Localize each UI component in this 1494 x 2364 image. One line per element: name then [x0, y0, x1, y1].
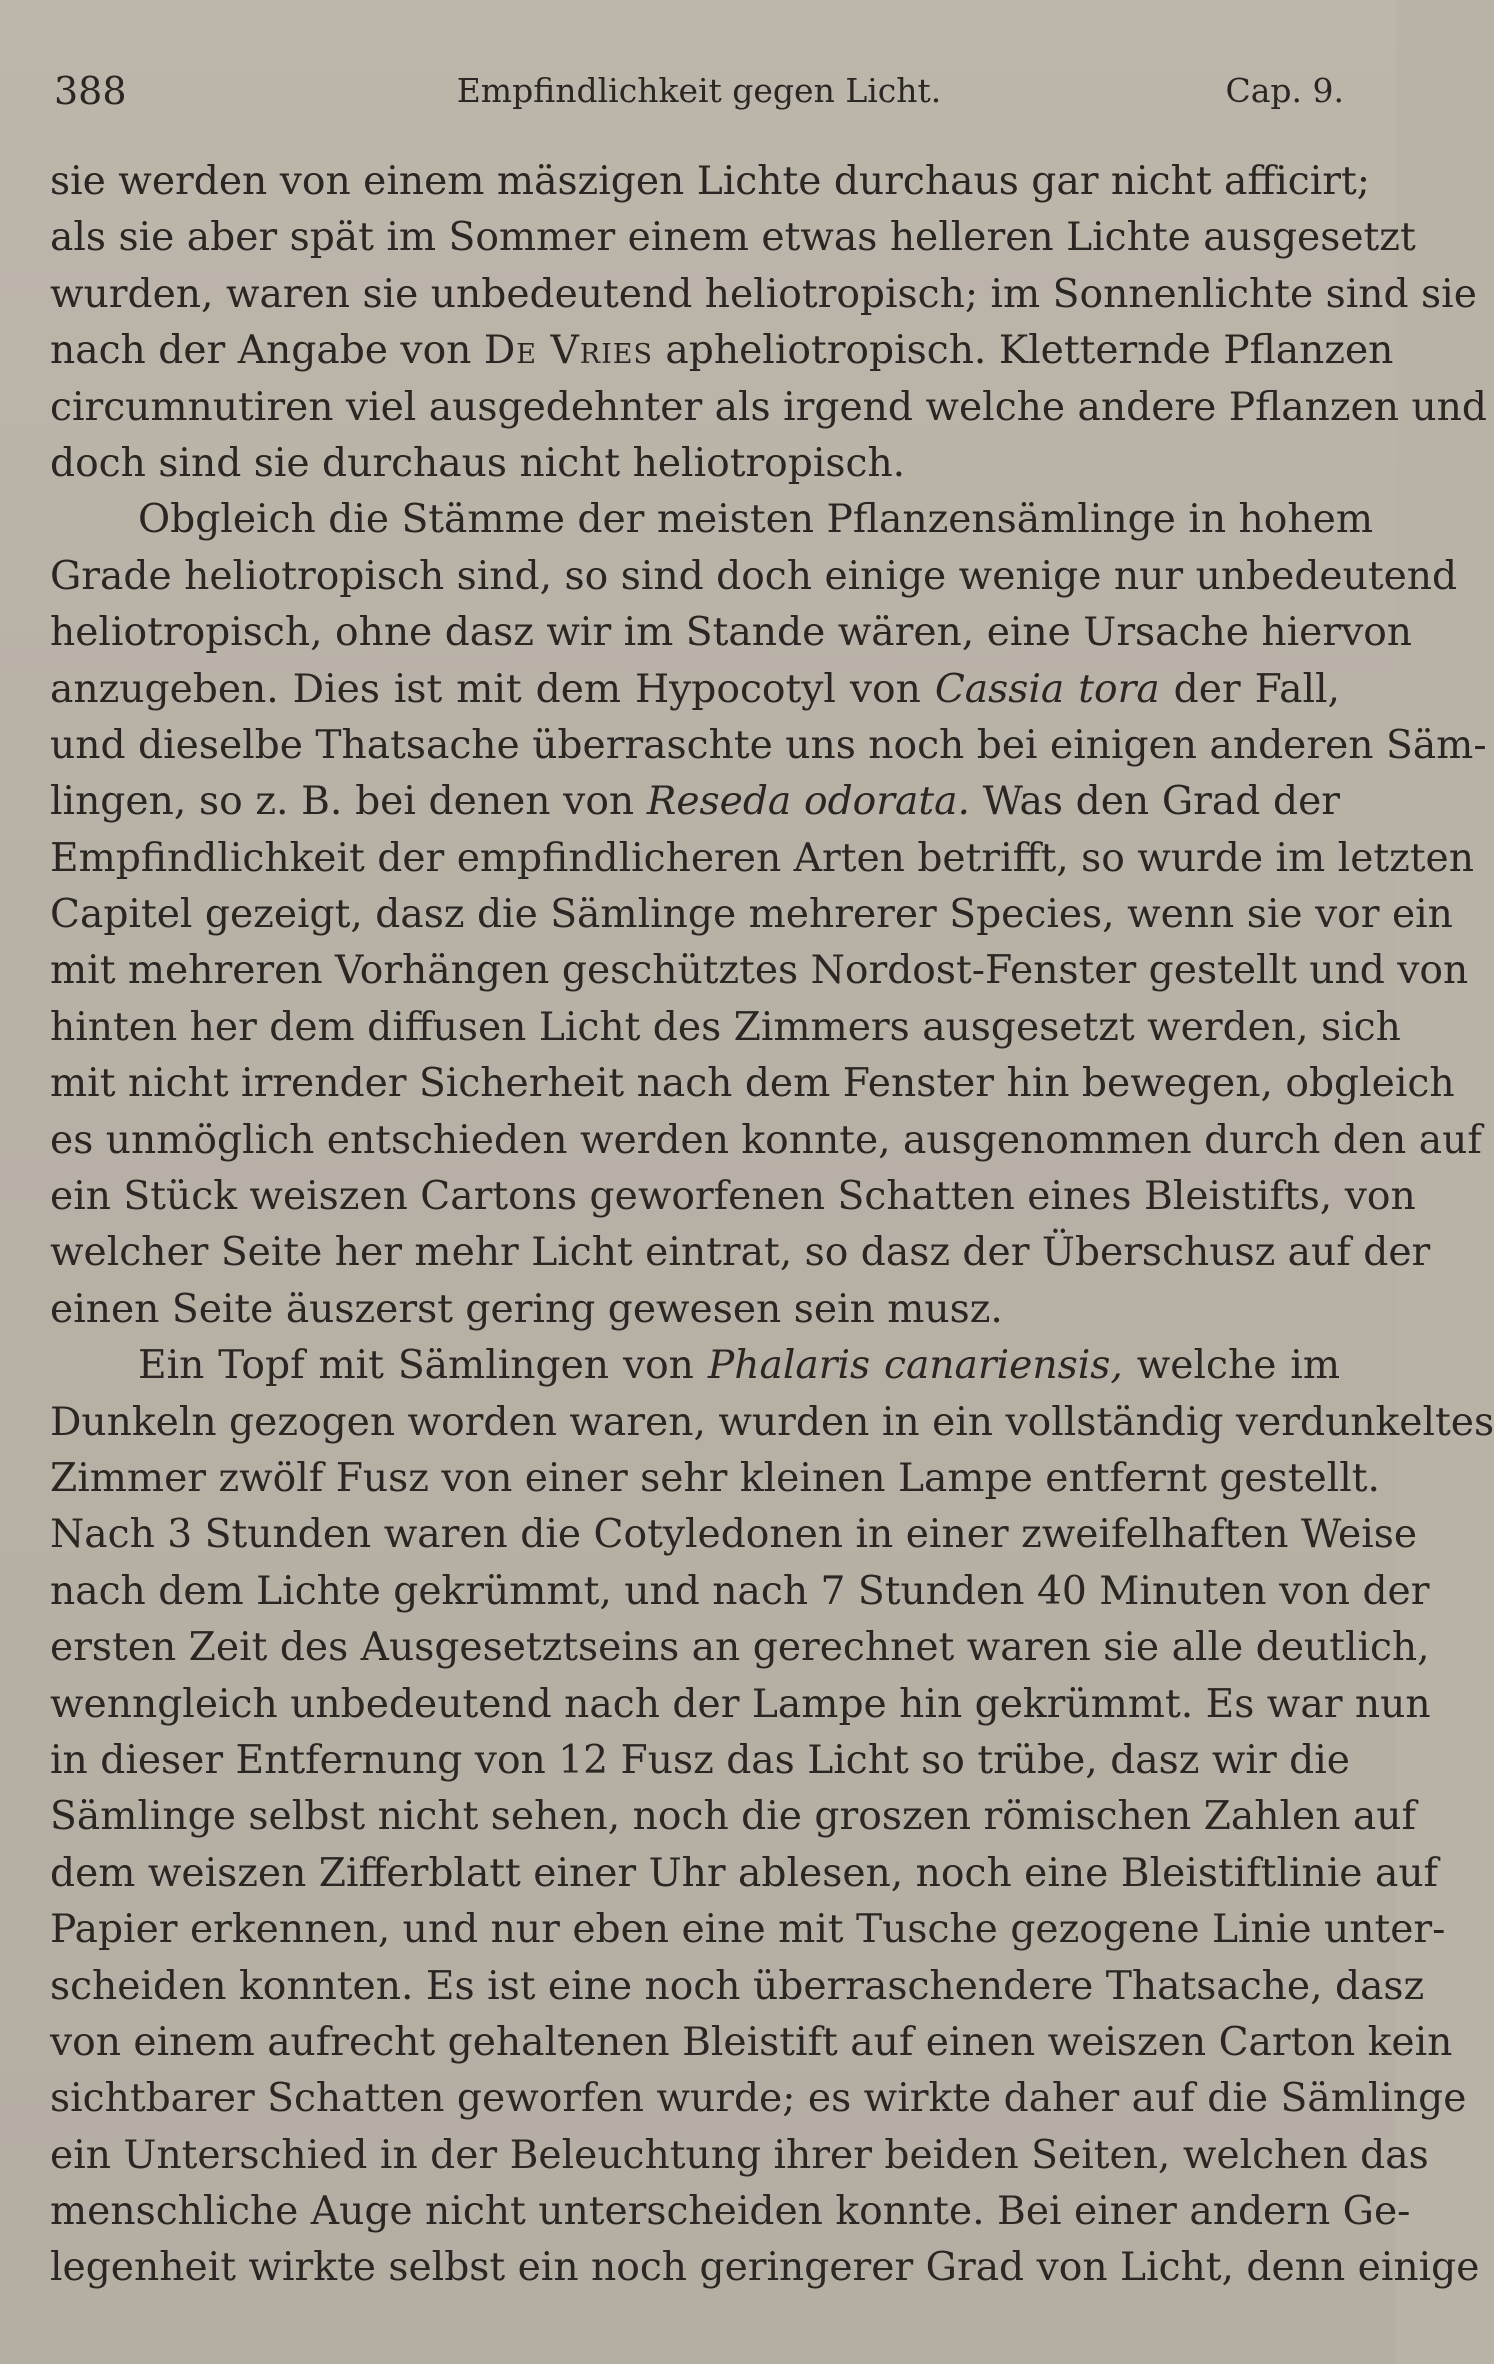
- text-line: [50, 1113, 1482, 1169]
- text-line: [50, 2015, 1453, 2071]
- text-line: [50, 1225, 1431, 1281]
- chapter-reference: Cap. 9.: [1225, 71, 1344, 110]
- text-run: Obgleich die Stämme der meisten Pflanzensämlinge in hohem: [138, 497, 1373, 543]
- text-line: [50, 831, 1474, 887]
- text-run: wurden, waren sie unbedeutend heliotropisch; im Sonnenlichte sind sie: [50, 271, 1477, 317]
- text-run: welche im: [1122, 1343, 1340, 1389]
- text-line: [50, 2184, 1411, 2240]
- text-run: nach der Angabe von: [50, 328, 484, 374]
- text-line: [50, 1507, 1418, 1563]
- text-run: von einem aufrecht gehaltenen Bleistift auf einen weiszen Carton kein: [50, 2019, 1453, 2065]
- text-run: Papier erkennen, und nur eben eine mit Tusche gezogene Linie unter-: [50, 1907, 1446, 1953]
- text-line: [50, 436, 1340, 492]
- text-run: Dunkeln gezogen worden waren, wurden in ein vollständig verdunkeltes: [50, 1399, 1494, 1445]
- paragraph: [50, 154, 1488, 492]
- text-run: Grade heliotropisch sind, so sind doch einige wenige nur unbedeutend: [50, 553, 1458, 599]
- body-text: [50, 154, 1494, 2297]
- text-run: mit nicht irrender Sicherheit nach dem Fenster hin bewegen, obgleich: [50, 1061, 1455, 1107]
- page-number: 388: [54, 69, 127, 113]
- text-line: [50, 323, 1394, 379]
- text-run: Nach 3 Stunden waren die Cotyledonen in einer zweifelhaften Weise: [50, 1512, 1418, 1558]
- text-line: [50, 662, 1340, 718]
- text-line: [50, 1789, 1417, 1845]
- text-line: [50, 154, 1370, 210]
- text-run: doch sind sie durchaus nicht heliotropisch.: [50, 440, 906, 486]
- text-run: ein Stück weiszen Cartons geworfenen Schatten eines Bleistifts, von: [50, 1174, 1416, 1220]
- text-line: [50, 1846, 1439, 1902]
- text-line: [50, 492, 1373, 548]
- italic-term: Phalaris canariensis,: [707, 1343, 1123, 1389]
- text-line: [50, 1620, 1430, 1676]
- text-line: [50, 1338, 1340, 1394]
- text-line: [50, 210, 1416, 266]
- text-line: [50, 2128, 1429, 2184]
- text-line: [50, 1169, 1416, 1225]
- text-run: und dieselbe Thatsache überraschte uns noch bei einigen anderen Säm-: [50, 722, 1487, 768]
- text-line: [50, 2240, 1480, 2296]
- text-run: ersten Zeit des Ausgesetztseins an gerechnet waren sie alle deutlich,: [50, 1625, 1430, 1671]
- text-line: [50, 1959, 1425, 2015]
- text-run: circumnutiren viel ausgedehnter als irgend welche andere Pflanzen und: [50, 384, 1488, 430]
- text-line: [50, 1733, 1350, 1789]
- paragraph: [50, 492, 1487, 1338]
- text-line: [50, 1677, 1431, 1733]
- text-line: [50, 1056, 1455, 1112]
- text-run: lingen, so z. B. bei denen von: [50, 779, 647, 825]
- text-run: wenngleich unbedeutend nach der Lampe hin gekrümmt. Es war nun: [50, 1681, 1431, 1727]
- text-run: sie werden von einem mäszigen Lichte durchaus gar nicht afficirt;: [50, 159, 1370, 204]
- text-run: dem weiszen Zifferblatt einer Uhr ablesen, noch eine Bleistiftlinie auf: [50, 1850, 1439, 1896]
- italic-term: Cassia tora: [934, 666, 1160, 712]
- text-run: Empfindlichkeit der empfindlicheren Arten betrifft, so wurde im letzten: [50, 835, 1474, 881]
- text-run: Sämlinge selbst nicht sehen, noch die groszen römischen Zahlen auf: [50, 1794, 1417, 1840]
- text-line: [50, 1564, 1430, 1620]
- text-run: welcher Seite her mehr Licht eintrat, so dasz der Überschusz auf der: [50, 1230, 1431, 1276]
- text-run: apheliotropisch. Kletternde Pflanzen: [652, 328, 1394, 374]
- text-run: menschliche Auge nicht unterscheiden konnte. Bei einer andern Ge-: [50, 2189, 1411, 2235]
- text-line: [50, 605, 1413, 661]
- text-run: legenheit wirkte selbst ein noch geringerer Grad von Licht, denn einige: [50, 2245, 1480, 2291]
- text-run: mit mehreren Vorhängen geschütztes Nordost-Fenster gestellt und von: [50, 948, 1469, 994]
- text-run: nach dem Lichte gekrümmt, und nach 7 Stunden 40 Minuten von der: [50, 1568, 1430, 1614]
- text-line: [50, 887, 1453, 943]
- text-run: ein Unterschied in der Beleuchtung ihrer beiden Seiten, welchen das: [50, 2132, 1429, 2178]
- text-run: einen Seite äuszerst gering gewesen sein musz.: [50, 1286, 1003, 1332]
- text-run: Ein Topf mit Sämlingen von: [138, 1343, 708, 1389]
- text-line: [50, 1395, 1494, 1451]
- text-run: der Fall,: [1159, 666, 1341, 712]
- text-run: scheiden konnten. Es ist eine noch überraschendere Thatsache, dasz: [50, 1963, 1425, 2009]
- text-line: [50, 549, 1458, 605]
- text-line: [50, 1282, 1340, 1338]
- author-name: De Vries: [483, 328, 653, 374]
- text-run: heliotropisch, ohne dasz wir im Stande wären, eine Ursache hiervon: [50, 610, 1413, 656]
- text-run: anzugeben. Dies ist mit dem Hypocotyl von: [50, 666, 935, 712]
- text-line: [50, 380, 1488, 436]
- text-line: [50, 718, 1487, 774]
- running-head: [54, 66, 1344, 116]
- text-line: [50, 774, 1340, 830]
- text-line: [50, 1902, 1446, 1958]
- text-line: [50, 943, 1469, 999]
- text-run: hinten her dem diffusen Licht des Zimmers ausgesetzt werden, sich: [50, 1004, 1401, 1050]
- text-line: [50, 1451, 1380, 1507]
- italic-term: Reseda odorata.: [646, 779, 970, 825]
- text-run: Capitel gezeigt, dasz die Sämlinge mehrerer Species, wenn sie vor ein: [50, 892, 1453, 938]
- text-run: als sie aber spät im Sommer einem etwas helleren Lichte ausgesetzt: [50, 215, 1416, 261]
- text-line: [50, 1000, 1401, 1056]
- text-run: es unmöglich entschieden werden konnte, ausgenommen durch den auf: [50, 1117, 1482, 1163]
- paragraph: [50, 1338, 1494, 2297]
- text-line: [50, 267, 1477, 323]
- text-line: [50, 2071, 1467, 2127]
- text-run: Was den Grad der: [969, 779, 1341, 825]
- text-run: in dieser Entfernung von 12 Fusz das Licht so trübe, dasz wir die: [50, 1737, 1350, 1783]
- text-run: sichtbarer Schatten geworfen wurde; es wirkte daher auf die Sämlinge: [50, 2076, 1467, 2122]
- text-run: Zimmer zwölf Fusz von einer sehr kleinen Lampe entfernt gestellt.: [50, 1455, 1380, 1501]
- running-title: Empfindlichkeit gegen Licht.: [456, 71, 942, 110]
